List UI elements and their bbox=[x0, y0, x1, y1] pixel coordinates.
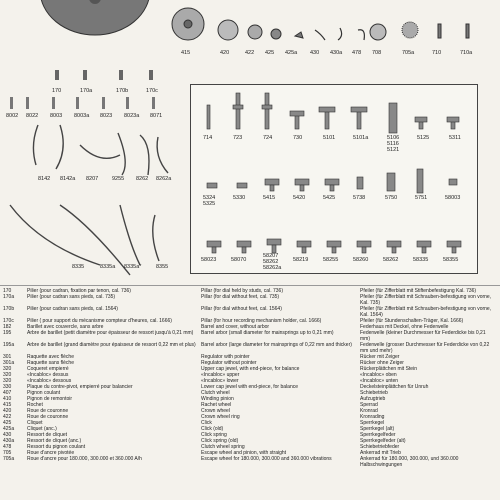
legend-french: Raquette avec flèche bbox=[27, 354, 74, 360]
label-8003: 8003 bbox=[50, 113, 63, 119]
label-58335: 58335 bbox=[413, 257, 429, 263]
label-5425: 5425 bbox=[323, 195, 336, 201]
legend-row bbox=[3, 342, 497, 354]
legend-german: Aufzugtrieb bbox=[360, 396, 386, 402]
legend-number: 705a bbox=[3, 456, 15, 462]
legend-number: 170a bbox=[3, 294, 15, 300]
legend-german: Sperrkegel (alt) bbox=[360, 426, 395, 432]
label-430a: 430a bbox=[330, 50, 343, 56]
legend-english: Pillar (for dial held by studs, cal. 736) bbox=[201, 288, 283, 294]
label-723: 723 bbox=[233, 135, 243, 141]
legend-number: 705 bbox=[3, 450, 12, 456]
legend-number: 410 bbox=[3, 396, 12, 402]
legend-english: Escape wheel and pinion, with straight bbox=[201, 450, 287, 456]
label-58207: 58207 58262 58262a bbox=[263, 253, 282, 271]
legend-english: Barrel arbor (small diameter for mainsprings up to 0,21 mm) bbox=[201, 330, 334, 336]
legend-german: «Incabloc» unten bbox=[360, 378, 399, 384]
legend-number: 407 bbox=[3, 390, 12, 396]
label-58260: 58260 bbox=[353, 257, 369, 263]
label-8262a: 8262a bbox=[156, 176, 172, 182]
label-170: 170 bbox=[52, 88, 62, 94]
label-730: 730 bbox=[293, 135, 303, 141]
legend-german: Pfeiler (für Zifferblatt mit Schrauben-befestigung von vorne, Kal. 1564) bbox=[360, 306, 492, 318]
label-708: 708 bbox=[372, 50, 382, 56]
legend-english: Rachet wheel bbox=[201, 402, 232, 408]
legend-german: Rücker ohne Zeiger bbox=[360, 360, 404, 366]
legend-english: Pillar (for dial without feet, cal. 735) bbox=[201, 294, 280, 300]
legend-number: 422 bbox=[3, 414, 12, 420]
label-8023a: 8023a bbox=[124, 113, 140, 119]
label-5125: 5125 bbox=[417, 135, 430, 141]
legend-french: Raquette sans flèche bbox=[27, 360, 74, 366]
legend-number: 195a bbox=[3, 342, 15, 348]
label-170a: 170a bbox=[80, 88, 93, 94]
label-5751: 5751 bbox=[415, 195, 428, 201]
legend-number: 330 bbox=[3, 384, 12, 390]
legend-german: Pfeiler (für Stundenschalten-Träger, Kal. 1666) bbox=[360, 318, 464, 324]
legend-french: Barillet avec couvercle, sans arbre bbox=[27, 324, 104, 330]
legend-german: Kronrading bbox=[360, 414, 385, 420]
pillars-170-row bbox=[45, 70, 165, 90]
legend-english: Click spring bbox=[201, 432, 227, 438]
label-710: 710 bbox=[432, 50, 442, 56]
label-5330: 5330 bbox=[233, 195, 246, 201]
legend-number: 425a bbox=[3, 426, 15, 432]
label-58219: 58219 bbox=[293, 257, 309, 263]
label-58255: 58255 bbox=[323, 257, 339, 263]
label-415: 415 bbox=[181, 50, 191, 56]
legend-english: Upper cap jewel, with end-piece, for balance bbox=[201, 366, 300, 372]
legend-english: Click bbox=[201, 420, 212, 426]
label-5420: 5420 bbox=[293, 195, 306, 201]
legend-german: Pfeiler (für Zifferblatt mit Stiftenbefestigung Kal. 736) bbox=[360, 288, 477, 294]
legend-german: Schiebetrieb bbox=[360, 390, 388, 396]
label-170c: 170c bbox=[146, 88, 158, 94]
label-58003: 58003 bbox=[445, 195, 461, 201]
legend-number: 425 bbox=[3, 420, 12, 426]
legend-german: Sperrkegel bbox=[360, 420, 385, 426]
legend-number: 170c bbox=[3, 318, 14, 324]
legend-german: Deckelsteinplättchen für Unruh bbox=[360, 384, 429, 390]
legend-number: 430a bbox=[3, 438, 15, 444]
label-8142a: 8142a bbox=[60, 176, 76, 182]
legend-french: Ressort du pignon coulant bbox=[27, 444, 86, 450]
parts-legend-table bbox=[3, 288, 497, 468]
screws-drawing bbox=[191, 85, 477, 273]
label-58023: 58023 bbox=[201, 257, 217, 263]
legend-french: Ressort de cliquet (anc.) bbox=[27, 438, 82, 444]
legend-french: Pilier (pour cadran sans pieds, cal. 1564) bbox=[27, 306, 118, 312]
legend-french: Arbre de barillet (petit diamètre pour épaisseur de ressort jusqu'à 0,21 mm) bbox=[27, 330, 194, 336]
legend-row bbox=[3, 456, 497, 468]
label-5101a: 5101a bbox=[353, 135, 369, 141]
legend-english: Pillar (for dial without feet, cal. 1564) bbox=[201, 306, 282, 312]
legend-french: Pignon coulant bbox=[27, 390, 61, 396]
label-8335a: 8335a bbox=[100, 264, 116, 270]
legend-french: Pilier ( pour support du mécanisme compteur d'heures, cal. 1666) bbox=[27, 318, 172, 324]
label-8003a: 8003a bbox=[74, 113, 90, 119]
legend-english: Winding pinion bbox=[201, 396, 234, 402]
label-9255: 9255 bbox=[112, 176, 125, 182]
label-5106: 5106 5116 5121 bbox=[387, 135, 400, 153]
legend-french: Roue d'ancre pour 180.000, 300.000 et 360.000 A/h bbox=[27, 456, 142, 462]
legend-number: 320 bbox=[3, 366, 12, 372]
legend-french: Cliquet bbox=[27, 420, 43, 426]
legend-number: 320 bbox=[3, 372, 12, 378]
legend-german: Sperrkegelfeder (alt) bbox=[360, 438, 406, 444]
legend-french: Pilier (pour cadran, fixation par tenon, cal. 736) bbox=[27, 288, 131, 294]
label-422: 422 bbox=[245, 50, 255, 56]
small-pillars-row bbox=[2, 95, 187, 115]
label-710a: 710a bbox=[460, 50, 473, 56]
legend-number: 301a bbox=[3, 360, 15, 366]
section-divider bbox=[0, 285, 500, 286]
legend-number: 415 bbox=[3, 402, 12, 408]
label-8142: 8142 bbox=[38, 176, 51, 182]
legend-english: Click (old) bbox=[201, 426, 224, 432]
legend-german: Federhaus mit Deckel, ohne Federwelle bbox=[360, 324, 449, 330]
legend-german: Sperrkegelfeder bbox=[360, 432, 396, 438]
legend-number: 420 bbox=[3, 408, 12, 414]
legend-english: Clutch wheel bbox=[201, 390, 230, 396]
legend-number: 301 bbox=[3, 354, 12, 360]
label-425a: 425a bbox=[285, 50, 298, 56]
legend-french: Pignon de remontoir bbox=[27, 396, 73, 402]
legend-english: Crown wheel bbox=[201, 408, 230, 414]
legend-row bbox=[3, 306, 497, 318]
legend-english: «Incabloc» lower bbox=[201, 378, 239, 384]
legend-german: Rücker mit Zeiger bbox=[360, 354, 400, 360]
legend-german: «Incabloc» oben bbox=[360, 372, 397, 378]
legend-french: Cliquet (anc.) bbox=[27, 426, 57, 432]
legend-french: Roue de couronne bbox=[27, 408, 69, 414]
label-5311: 5311 bbox=[449, 135, 461, 141]
legend-english: Escape wheel for 180.000, 300.000 and 360.000 vibrations bbox=[201, 456, 332, 462]
label-8023: 8023 bbox=[100, 113, 113, 119]
label-8262: 8262 bbox=[136, 176, 149, 182]
legend-english: «Incabloc» upper bbox=[201, 372, 240, 378]
label-8207: 8207 bbox=[86, 176, 99, 182]
label-8355: 8355 bbox=[156, 264, 169, 270]
legend-number: 430 bbox=[3, 432, 12, 438]
label-5738: 5738 bbox=[353, 195, 366, 201]
movement-photo bbox=[40, 0, 150, 30]
legend-german: Ankerrad mit Trieb bbox=[360, 450, 401, 456]
legend-french: Coqueret empierré bbox=[27, 366, 69, 372]
label-8022: 8022 bbox=[26, 113, 39, 119]
legend-german: Kronrad bbox=[360, 408, 378, 414]
legend-english: Lower cap jewel with end-piece, for balance bbox=[201, 384, 298, 390]
legend-german: Federwelle (grosser Durchmesser für Federdicke von 0,22 mm und mehr) bbox=[360, 342, 490, 354]
legend-row bbox=[3, 384, 497, 390]
legend-french: Rochet bbox=[27, 402, 43, 408]
label-714: 714 bbox=[203, 135, 213, 141]
legend-french: Plaque du contre-pivot, empierré pour balancier bbox=[27, 384, 133, 390]
legend-english: Regulator without pointer bbox=[201, 360, 257, 366]
legend-english: Barrel and cover, without arbor bbox=[201, 324, 270, 330]
legend-number: 195 bbox=[3, 330, 12, 336]
label-420: 420 bbox=[220, 50, 230, 56]
legend-number: 170 bbox=[3, 288, 12, 294]
label-5415: 5415 bbox=[263, 195, 276, 201]
legend-french: Ressort de cliquet bbox=[27, 432, 68, 438]
label-5101: 5101 bbox=[323, 135, 336, 141]
legend-number: 170b bbox=[3, 306, 15, 312]
label-8335a-star: 8335a* bbox=[124, 264, 142, 270]
legend-german: Sperrad bbox=[360, 402, 378, 408]
label-58355: 58355 bbox=[443, 257, 459, 263]
legend-row bbox=[3, 330, 497, 342]
legend-german: Ankerrad für 180.000, 300.000, und 360.000 Halbschwingungen bbox=[360, 456, 459, 468]
legend-french: Roue d'ancre pivotée bbox=[27, 450, 75, 456]
legend-english: Barrel arbor (large diameter for mainsprings of 0,22 mm and thicker) bbox=[201, 342, 352, 348]
legend-french: «Incabloc» dessus bbox=[27, 372, 69, 378]
label-430: 430 bbox=[310, 50, 320, 56]
legend-german: Rückerplättchen mit Stein bbox=[360, 366, 417, 372]
label-5324: 5324 5325 bbox=[203, 195, 216, 207]
legend-english: Pillar (for hour recording mechanism holder, cal. 1666) bbox=[201, 318, 322, 324]
legend-french: Arbre de barillet (grand diamètre pour épaisseur de ressort 0,22 mm et plus) bbox=[27, 342, 196, 348]
legend-french: «Incabloc» dessous bbox=[27, 378, 72, 384]
label-8071: 8071 bbox=[150, 113, 163, 119]
legend-number: 182 bbox=[3, 324, 12, 330]
label-724: 724 bbox=[263, 135, 273, 141]
legend-english: Clutch wheel spring bbox=[201, 444, 245, 450]
label-58070: 58070 bbox=[231, 257, 247, 263]
legend-french: Pilier (pour cadran sans pieds, cal. 735) bbox=[27, 294, 116, 300]
legend-english: Crown wheel ring bbox=[201, 414, 240, 420]
top-left-panel bbox=[0, 0, 190, 94]
label-705a: 705a bbox=[402, 50, 415, 56]
label-170b: 170b bbox=[116, 88, 129, 94]
legend-german: Schiebetriebfeder bbox=[360, 444, 400, 450]
top-parts-row bbox=[170, 0, 500, 48]
springs-drawing bbox=[0, 125, 190, 285]
legend-number: 478 bbox=[3, 444, 12, 450]
legend-german: Pfeiler (für Zifferblatt mit Schrauben-befestigung von vorne, Kal. 735) bbox=[360, 294, 492, 306]
label-58262: 58262 bbox=[383, 257, 399, 263]
label-5750: 5750 bbox=[385, 195, 398, 201]
label-478: 478 bbox=[352, 50, 362, 56]
legend-english: Click spring (old) bbox=[201, 438, 239, 444]
legend-french: Roue de couronne bbox=[27, 414, 69, 420]
label-8335: 8335 bbox=[72, 264, 85, 270]
label-425: 425 bbox=[265, 50, 275, 56]
legend-german: Federwelle (kleiner Durchmesser für Federdicke bis 0,21 mm) bbox=[360, 330, 486, 342]
legend-number: 320 bbox=[3, 378, 12, 384]
label-8002: 8002 bbox=[6, 113, 19, 119]
screws-panel bbox=[190, 84, 478, 274]
legend-english: Regulator with pointer bbox=[201, 354, 250, 360]
parts-legend-body bbox=[3, 288, 497, 468]
legend-row bbox=[3, 294, 497, 306]
